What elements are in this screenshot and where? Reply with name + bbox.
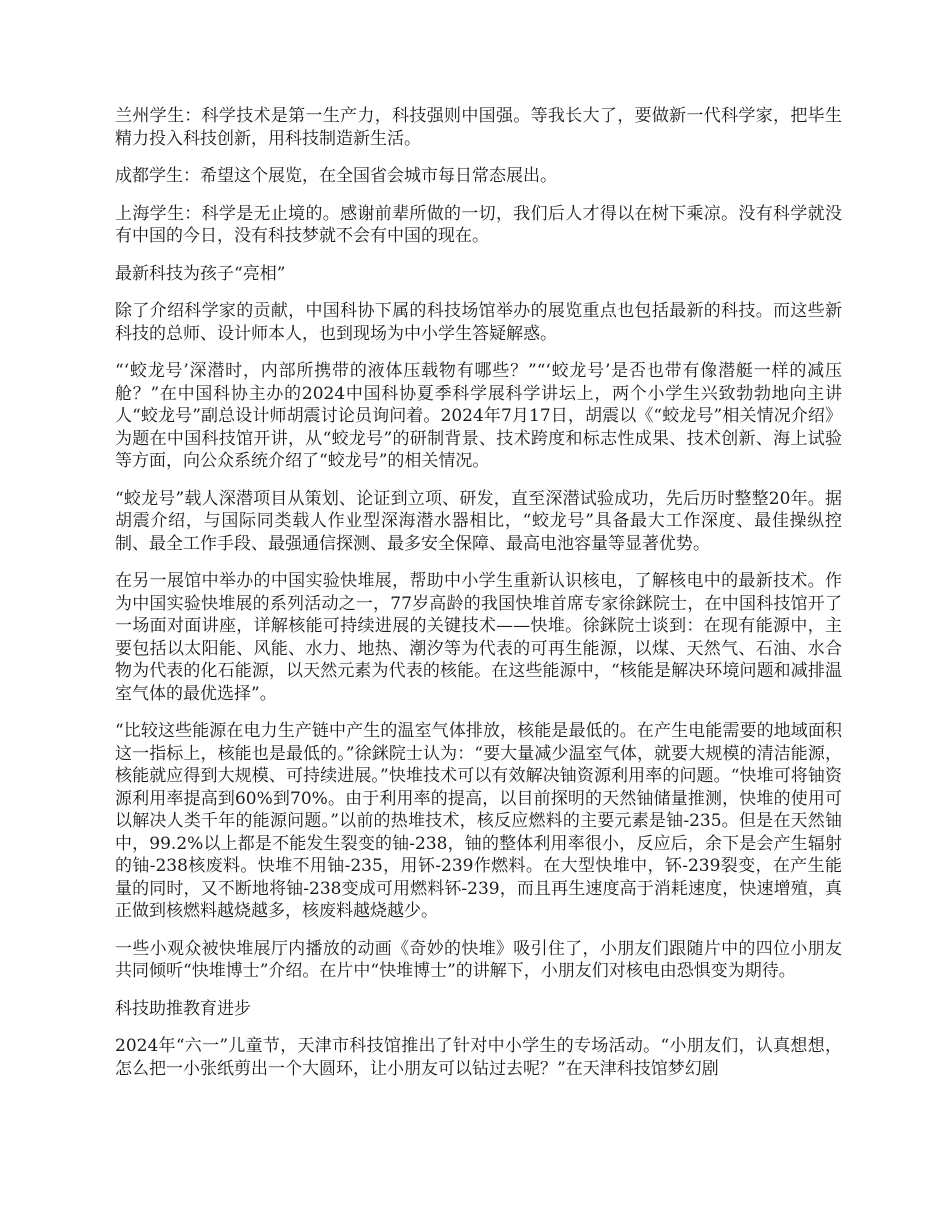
para-fast-reactor-exhibit: 在另一展馆中举办的中国实验快堆展，帮助中小学生重新认识核电，了解核电中的最新技术。作为中国实验快堆展的系列活动之一，77岁高龄的我国快堆首席专家徐銤院士，在中国科技馆开了一场面对面讲座，详解核能可持续进展的关键技术——快堆。徐銤院士谈到：在现有能源中，主要包括以太阳能、风能、水力、地热、潮汐等为代表的可再生能源，以煤、天然气、石油、水合物为代表的化石能源，以天然元素为代表的核能。在这些能源中，“核能是解决环境问题和减排温室气体的最优选择”。	[115, 571, 842, 704]
para-jiaolong-project: “蛟龙号”载人深潜项目从策划、论证到立项、研发，直至深潜试验成功，先后历时整整20年。据胡震介绍，与国际同类载人作业型深海潜水器相比，“蛟龙号”具备最大工作深度、最佳操纵控制、最全工作手段、最强通信探测、最多安全保障、最高电池容量等显著优势。	[115, 488, 842, 554]
article-body	[115, 105, 842, 1095]
para-fast-reactor-details: “比较这些能源在电力生产链中产生的温室气体排放，核能是最低的。在产生电能需要的地域面积这一指标上，核能也是最低的。”徐銤院士认为：“要大量减少温室气体，就要大规模的清洁能源，核能就应得到大规模、可持续进展。”快堆技术可以有效解决铀资源利用率的问题。“快堆可将铀资源利用率提高到60%到70%。由于利用率的提高，以目前探明的天然铀储量推测，快堆的使用可以解决人类千年的能源问题。”以前的热堆技术，核反应燃料的主要元素是铀-235。但是在天然铀中，99.2%以上都是不能发生裂变的铀-238，铀的整体利用率很小，反应后，余下是会产生辐射的铀-238核废料。快堆不用铀-235，用钚-239作燃料。在大型快堆中，钚-239裂变，在产生能量的同时，又不断地将铀-238变成可用燃料钚-239，而且再生速度高于消耗速度，快速增殖，真正做到核燃料越烧越多，核废料越烧越少。	[115, 721, 842, 921]
section-heading-education: 科技助推教育进步	[115, 998, 251, 1019]
para-tianjin-childrens-day: 2024年“六一”儿童节，天津市科技馆推出了针对中小学生的专场活动。“小朋友们，认真想想，怎么把一小张纸剪出一个大圆环，让小朋友可以钻过去呢？”在天津科技馆梦幻剧	[115, 1036, 842, 1079]
para-animation: 一些小观众被快堆展厅内播放的动画《奇妙的快堆》吸引住了，小朋友们跟随片中的四位小朋友共同倾听“快堆博士”介绍。在片中“快堆博士”的讲解下，小朋友们对核电由恐惧变为期待。	[115, 938, 842, 981]
section-heading-latest-tech: 最新科技为孩子“亮相”	[115, 263, 286, 284]
para-shanghai-student: 上海学生：科学是无止境的。感谢前辈所做的一切，我们后人才得以在树下乘凉。没有科学就没有中国的今日，没有科技梦就不会有中国的现在。	[115, 203, 842, 246]
para-jiaolong-questions: “‘蛟龙号’深潜时，内部所携带的液体压载物有哪些？”“‘蛟龙号’是否也带有像潜艇一样的减压舱？”在中国科协主办的2024中国科协夏季科学展科学讲坛上，两个小学生兴致勃勃地向主讲人“蛟龙号”副总设计师胡震讨论员询问着。2024年7月17日，胡震以《“蛟龙号”相关情况介绍》为题在中国科技馆开讲，从“蛟龙号”的研制背景、技术跨度和标志性成果、技术创新、海上试验等方面，向公众系统介绍了“蛟龙号”的相关情况。	[115, 361, 842, 471]
para-lanzhou-student: 兰州学生：科学技术是第一生产力，科技强则中国强。等我长大了，要做新一代科学家，把毕生精力投入科技创新，用科技制造新生活。	[115, 106, 842, 149]
para-latest-tech-intro: 除了介绍科学家的贡献，中国科协下属的科技场馆举办的展览重点也包括最新的科技。而这些新科技的总师、设计师本人，也到现场为中小学生答疑解惑。	[115, 301, 842, 344]
para-chengdu-student: 成都学生：希望这个展览，在全国省会城市每日常态展出。	[115, 166, 557, 186]
